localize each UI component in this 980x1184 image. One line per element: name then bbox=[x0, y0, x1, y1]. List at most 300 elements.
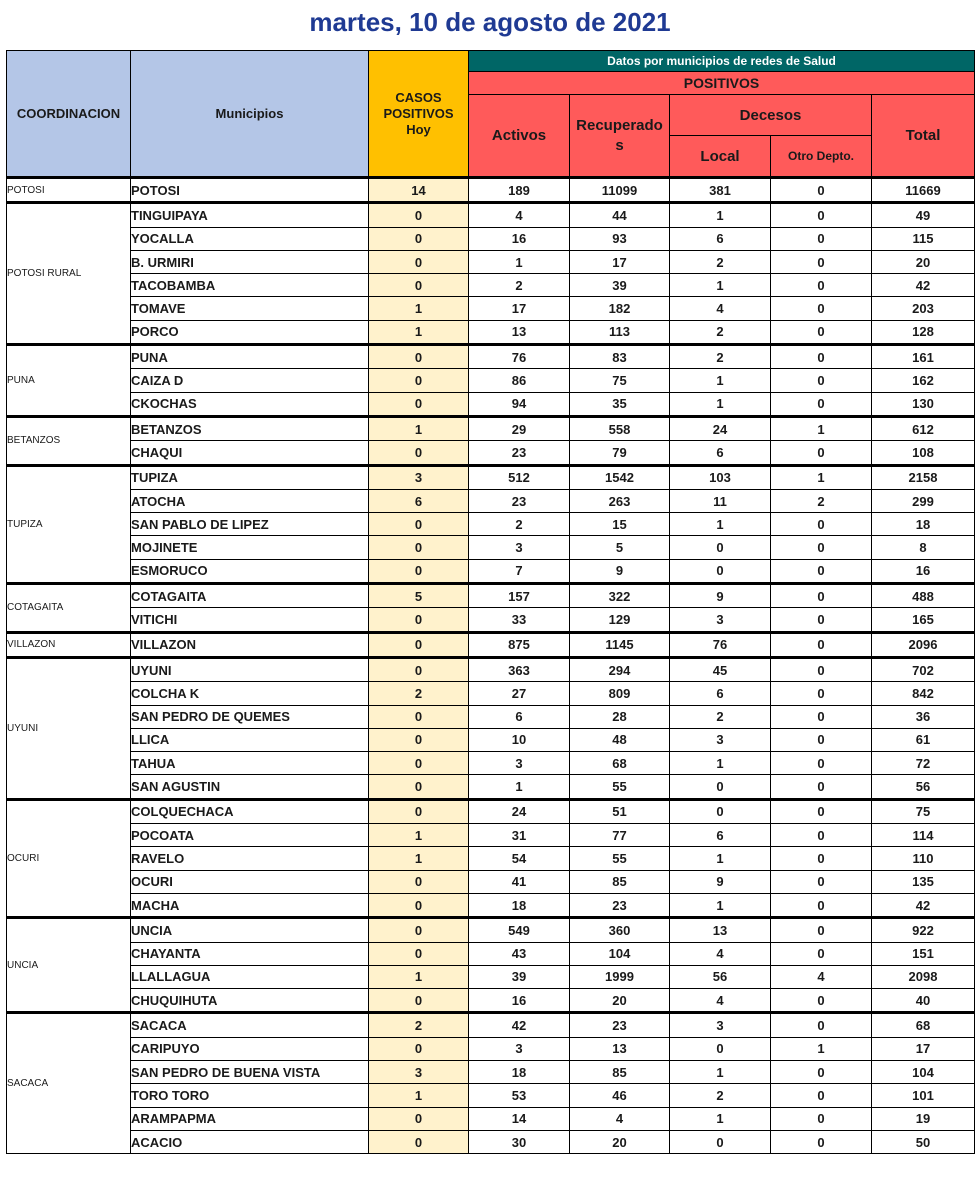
table-row bbox=[7, 320, 975, 344]
table-row bbox=[7, 893, 975, 917]
table-row bbox=[7, 989, 975, 1013]
total-cell: 11669 bbox=[872, 178, 975, 203]
municipio-cell: ARAMPAPMA bbox=[131, 1107, 369, 1130]
decesos-otro-cell: 0 bbox=[771, 227, 872, 250]
recuperados-cell: 55 bbox=[570, 847, 670, 870]
decesos-local-cell: 0 bbox=[670, 536, 771, 559]
activos-cell: 3 bbox=[469, 752, 570, 775]
decesos-otro-cell: 0 bbox=[771, 775, 872, 799]
decesos-otro-cell: 0 bbox=[771, 799, 872, 823]
activos-cell: 24 bbox=[469, 799, 570, 823]
table-row bbox=[7, 942, 975, 965]
table-row bbox=[7, 918, 975, 942]
casos-cell: 0 bbox=[369, 274, 469, 297]
decesos-local-cell: 103 bbox=[670, 465, 771, 489]
casos-cell: 0 bbox=[369, 559, 469, 583]
municipio-cell: PORCO bbox=[131, 320, 369, 344]
recuperados-header bbox=[570, 95, 670, 178]
total-cell: 72 bbox=[872, 752, 975, 775]
municipio-cell: TOMAVE bbox=[131, 297, 369, 320]
decesos-local-cell: 2 bbox=[670, 1084, 771, 1107]
activos-cell: 2 bbox=[469, 513, 570, 536]
municipal-cases-table bbox=[6, 50, 975, 1154]
casos-cell: 0 bbox=[369, 513, 469, 536]
municipio-cell: LLALLAGUA bbox=[131, 965, 369, 988]
municipio-cell: UNCIA bbox=[131, 918, 369, 942]
casos-cell: 0 bbox=[369, 345, 469, 369]
recuperados-cell: 4 bbox=[570, 1107, 670, 1130]
table-row bbox=[7, 559, 975, 583]
total-header: Total bbox=[872, 95, 975, 178]
table-row bbox=[7, 489, 975, 512]
table-row bbox=[7, 847, 975, 870]
recuperados-cell: 809 bbox=[570, 682, 670, 705]
casos-cell: 1 bbox=[369, 320, 469, 344]
recuperados-cell: 85 bbox=[570, 1060, 670, 1083]
table-row bbox=[7, 250, 975, 273]
total-cell: 842 bbox=[872, 682, 975, 705]
table-row bbox=[7, 608, 975, 632]
decesos-local-cell: 2 bbox=[670, 250, 771, 273]
decesos-otro-cell: 0 bbox=[771, 705, 872, 728]
municipio-cell: CHAQUI bbox=[131, 441, 369, 465]
recuperados-cell: 11099 bbox=[570, 178, 670, 203]
casos-positivos-hoy-header bbox=[369, 51, 469, 178]
decesos-otro-cell: 0 bbox=[771, 559, 872, 583]
activos-cell: 16 bbox=[469, 989, 570, 1013]
recuperados-cell: 83 bbox=[570, 345, 670, 369]
casos-cell: 0 bbox=[369, 1037, 469, 1060]
coordinacion-cell: BETANZOS bbox=[7, 416, 131, 465]
casos-cell: 1 bbox=[369, 1084, 469, 1107]
decesos-otro-cell: 0 bbox=[771, 728, 872, 751]
casos-cell: 0 bbox=[369, 893, 469, 917]
decesos-local-cell: 6 bbox=[670, 824, 771, 847]
activos-cell: 31 bbox=[469, 824, 570, 847]
decesos-local-cell: 0 bbox=[670, 775, 771, 799]
casos-cell: 0 bbox=[369, 392, 469, 416]
municipio-cell: OCURI bbox=[131, 870, 369, 893]
decesos-otro-cell: 0 bbox=[771, 1107, 872, 1130]
total-cell: 8 bbox=[872, 536, 975, 559]
municipio-cell: TINGUIPAYA bbox=[131, 203, 369, 227]
decesos-local-cell: 1 bbox=[670, 752, 771, 775]
municipio-cell: RAVELO bbox=[131, 847, 369, 870]
municipio-cell: ESMORUCO bbox=[131, 559, 369, 583]
activos-cell: 189 bbox=[469, 178, 570, 203]
municipio-cell: TUPIZA bbox=[131, 465, 369, 489]
recuperados-cell: 113 bbox=[570, 320, 670, 344]
decesos-local-cell: 2 bbox=[670, 345, 771, 369]
municipio-cell: VITICHI bbox=[131, 608, 369, 632]
coordinacion-header: COORDINACION bbox=[7, 51, 131, 178]
decesos-otro-cell: 2 bbox=[771, 489, 872, 512]
casos-cell: 3 bbox=[369, 1060, 469, 1083]
casos-header-line-3: Hoy bbox=[406, 121, 431, 137]
table-row bbox=[7, 513, 975, 536]
table-row bbox=[7, 536, 975, 559]
decesos-otro-cell: 0 bbox=[771, 942, 872, 965]
decesos-otro-cell: 0 bbox=[771, 682, 872, 705]
municipio-cell: MOJINETE bbox=[131, 536, 369, 559]
activos-cell: 10 bbox=[469, 728, 570, 751]
activos-cell: 41 bbox=[469, 870, 570, 893]
casos-cell: 0 bbox=[369, 657, 469, 681]
total-cell: 17 bbox=[872, 1037, 975, 1060]
casos-cell: 2 bbox=[369, 1013, 469, 1037]
total-cell: 165 bbox=[872, 608, 975, 632]
decesos-otro-cell: 1 bbox=[771, 1037, 872, 1060]
total-cell: 702 bbox=[872, 657, 975, 681]
recuperados-cell: 93 bbox=[570, 227, 670, 250]
table-row bbox=[7, 1037, 975, 1060]
recuperados-cell: 46 bbox=[570, 1084, 670, 1107]
total-cell: 56 bbox=[872, 775, 975, 799]
table-row bbox=[7, 392, 975, 416]
activos-cell: 39 bbox=[469, 965, 570, 988]
municipio-cell: CKOCHAS bbox=[131, 392, 369, 416]
municipios-header: Municipios bbox=[131, 51, 369, 178]
table-row bbox=[7, 178, 975, 203]
activos-cell: 43 bbox=[469, 942, 570, 965]
coordinacion-cell: PUNA bbox=[7, 345, 131, 417]
total-cell: 108 bbox=[872, 441, 975, 465]
recuperados-cell: 20 bbox=[570, 989, 670, 1013]
decesos-local-cell: 3 bbox=[670, 1013, 771, 1037]
total-cell: 130 bbox=[872, 392, 975, 416]
activos-cell: 4 bbox=[469, 203, 570, 227]
casos-cell: 2 bbox=[369, 682, 469, 705]
decesos-local-cell: 1 bbox=[670, 893, 771, 917]
recuperados-cell: 1542 bbox=[570, 465, 670, 489]
municipio-cell: LLICA bbox=[131, 728, 369, 751]
activos-cell: 363 bbox=[469, 657, 570, 681]
coordinacion-cell: COTAGAITA bbox=[7, 584, 131, 633]
decesos-local-cell: 3 bbox=[670, 608, 771, 632]
table-row bbox=[7, 297, 975, 320]
municipio-cell: TACOBAMBA bbox=[131, 274, 369, 297]
municipio-cell: SACACA bbox=[131, 1013, 369, 1037]
recuperados-cell: 13 bbox=[570, 1037, 670, 1060]
total-cell: 75 bbox=[872, 799, 975, 823]
table-row bbox=[7, 1013, 975, 1037]
casos-cell: 0 bbox=[369, 870, 469, 893]
municipio-cell: YOCALLA bbox=[131, 227, 369, 250]
activos-cell: 1 bbox=[469, 250, 570, 273]
casos-cell: 1 bbox=[369, 847, 469, 870]
table-row bbox=[7, 705, 975, 728]
recuperados-cell: 35 bbox=[570, 392, 670, 416]
total-cell: 2098 bbox=[872, 965, 975, 988]
recuperados-cell: 77 bbox=[570, 824, 670, 847]
table-row bbox=[7, 345, 975, 369]
table-row bbox=[7, 584, 975, 608]
activos-cell: 3 bbox=[469, 1037, 570, 1060]
casos-cell: 0 bbox=[369, 250, 469, 273]
decesos-otro-cell: 0 bbox=[771, 608, 872, 632]
recuperados-cell: 39 bbox=[570, 274, 670, 297]
recuperados-cell: 104 bbox=[570, 942, 670, 965]
recuperados-cell: 1999 bbox=[570, 965, 670, 988]
municipio-cell: COTAGAITA bbox=[131, 584, 369, 608]
decesos-local-cell: 4 bbox=[670, 942, 771, 965]
activos-cell: 18 bbox=[469, 893, 570, 917]
casos-cell: 0 bbox=[369, 1107, 469, 1130]
total-cell: 101 bbox=[872, 1084, 975, 1107]
local-header: Local bbox=[670, 136, 771, 178]
table-row bbox=[7, 682, 975, 705]
total-cell: 104 bbox=[872, 1060, 975, 1083]
table-row bbox=[7, 416, 975, 440]
municipio-cell: CHUQUIHUTA bbox=[131, 989, 369, 1013]
decesos-otro-cell: 0 bbox=[771, 632, 872, 657]
recuperados-cell: 79 bbox=[570, 441, 670, 465]
table-row bbox=[7, 870, 975, 893]
casos-cell: 0 bbox=[369, 752, 469, 775]
total-cell: 20 bbox=[872, 250, 975, 273]
total-cell: 16 bbox=[872, 559, 975, 583]
table-row bbox=[7, 1060, 975, 1083]
recuperados-cell: 182 bbox=[570, 297, 670, 320]
municipio-cell: CAIZA D bbox=[131, 369, 369, 392]
municipio-cell: B. URMIRI bbox=[131, 250, 369, 273]
decesos-local-cell: 4 bbox=[670, 297, 771, 320]
casos-cell: 6 bbox=[369, 489, 469, 512]
recuperados-cell: 55 bbox=[570, 775, 670, 799]
casos-cell: 0 bbox=[369, 989, 469, 1013]
decesos-otro-cell: 0 bbox=[771, 989, 872, 1013]
recuperados-cell: 17 bbox=[570, 250, 670, 273]
decesos-local-cell: 9 bbox=[670, 584, 771, 608]
activos-cell: 23 bbox=[469, 489, 570, 512]
coordinacion-cell: VILLAZON bbox=[7, 632, 131, 657]
municipio-cell: ACACIO bbox=[131, 1130, 369, 1153]
municipio-cell: UYUNI bbox=[131, 657, 369, 681]
activos-cell: 512 bbox=[469, 465, 570, 489]
decesos-local-cell: 1 bbox=[670, 1060, 771, 1083]
table-row bbox=[7, 227, 975, 250]
activos-cell: 42 bbox=[469, 1013, 570, 1037]
decesos-local-cell: 4 bbox=[670, 989, 771, 1013]
casos-cell: 5 bbox=[369, 584, 469, 608]
activos-cell: 30 bbox=[469, 1130, 570, 1153]
decesos-otro-cell: 0 bbox=[771, 274, 872, 297]
report-date-title: martes, 10 de agosto de 2021 bbox=[309, 7, 671, 37]
casos-cell: 0 bbox=[369, 369, 469, 392]
table-row bbox=[7, 824, 975, 847]
total-cell: 299 bbox=[872, 489, 975, 512]
decesos-otro-cell: 0 bbox=[771, 441, 872, 465]
decesos-local-cell: 1 bbox=[670, 513, 771, 536]
decesos-local-cell: 56 bbox=[670, 965, 771, 988]
decesos-local-cell: 24 bbox=[670, 416, 771, 440]
total-cell: 50 bbox=[872, 1130, 975, 1153]
table-row bbox=[7, 1130, 975, 1153]
total-cell: 114 bbox=[872, 824, 975, 847]
activos-cell: 18 bbox=[469, 1060, 570, 1083]
municipio-cell: TORO TORO bbox=[131, 1084, 369, 1107]
decesos-local-cell: 0 bbox=[670, 559, 771, 583]
activos-cell: 6 bbox=[469, 705, 570, 728]
recuperados-cell: 75 bbox=[570, 369, 670, 392]
activos-cell: 27 bbox=[469, 682, 570, 705]
activos-cell: 86 bbox=[469, 369, 570, 392]
casos-cell: 1 bbox=[369, 824, 469, 847]
casos-cell: 1 bbox=[369, 965, 469, 988]
total-cell: 135 bbox=[872, 870, 975, 893]
total-cell: 68 bbox=[872, 1013, 975, 1037]
decesos-local-cell: 13 bbox=[670, 918, 771, 942]
municipio-cell: PUNA bbox=[131, 345, 369, 369]
total-cell: 42 bbox=[872, 893, 975, 917]
decesos-otro-cell: 0 bbox=[771, 824, 872, 847]
table-row bbox=[7, 465, 975, 489]
decesos-otro-cell: 0 bbox=[771, 513, 872, 536]
municipio-cell: COLCHA K bbox=[131, 682, 369, 705]
activos-cell: 29 bbox=[469, 416, 570, 440]
casos-cell: 1 bbox=[369, 416, 469, 440]
total-cell: 612 bbox=[872, 416, 975, 440]
recuperados-cell: 5 bbox=[570, 536, 670, 559]
table-row bbox=[7, 965, 975, 988]
municipio-cell: SAN PABLO DE LIPEZ bbox=[131, 513, 369, 536]
total-cell: 61 bbox=[872, 728, 975, 751]
recuperados-cell: 263 bbox=[570, 489, 670, 512]
activos-cell: 54 bbox=[469, 847, 570, 870]
recuperados-cell: 15 bbox=[570, 513, 670, 536]
casos-cell: 0 bbox=[369, 441, 469, 465]
municipio-cell: SAN PEDRO DE BUENA VISTA bbox=[131, 1060, 369, 1083]
table-row bbox=[7, 1084, 975, 1107]
activos-cell: 2 bbox=[469, 274, 570, 297]
municipio-cell: CHAYANTA bbox=[131, 942, 369, 965]
recuperados-cell: 360 bbox=[570, 918, 670, 942]
decesos-local-cell: 0 bbox=[670, 1130, 771, 1153]
decesos-otro-cell: 0 bbox=[771, 320, 872, 344]
activos-cell: 33 bbox=[469, 608, 570, 632]
casos-cell: 14 bbox=[369, 178, 469, 203]
decesos-local-cell: 381 bbox=[670, 178, 771, 203]
municipio-cell: CARIPUYO bbox=[131, 1037, 369, 1060]
recuperados-cell: 44 bbox=[570, 203, 670, 227]
municipio-cell: MACHA bbox=[131, 893, 369, 917]
recuperados-cell: 28 bbox=[570, 705, 670, 728]
activos-cell: 23 bbox=[469, 441, 570, 465]
coordinacion-cell: POTOSI RURAL bbox=[7, 203, 131, 345]
activos-header: Activos bbox=[469, 95, 570, 178]
decesos-local-cell: 1 bbox=[670, 1107, 771, 1130]
decesos-otro-cell: 1 bbox=[771, 416, 872, 440]
activos-cell: 1 bbox=[469, 775, 570, 799]
decesos-otro-cell: 0 bbox=[771, 1084, 872, 1107]
total-cell: 128 bbox=[872, 320, 975, 344]
recuperados-cell: 51 bbox=[570, 799, 670, 823]
activos-cell: 549 bbox=[469, 918, 570, 942]
table-row bbox=[7, 752, 975, 775]
table-row bbox=[7, 369, 975, 392]
total-cell: 162 bbox=[872, 369, 975, 392]
coordinacion-cell: OCURI bbox=[7, 799, 131, 917]
casos-cell: 3 bbox=[369, 465, 469, 489]
municipio-cell: ATOCHA bbox=[131, 489, 369, 512]
municipio-cell: POTOSI bbox=[131, 178, 369, 203]
table-body bbox=[7, 178, 975, 1154]
total-cell: 488 bbox=[872, 584, 975, 608]
decesos-otro-cell: 0 bbox=[771, 893, 872, 917]
decesos-local-cell: 1 bbox=[670, 392, 771, 416]
recuperados-header-line-1: Recuperado bbox=[576, 116, 663, 134]
activos-cell: 3 bbox=[469, 536, 570, 559]
casos-cell: 1 bbox=[369, 297, 469, 320]
decesos-header: Decesos bbox=[670, 95, 872, 136]
municipio-cell: POCOATA bbox=[131, 824, 369, 847]
decesos-otro-cell: 1 bbox=[771, 465, 872, 489]
municipio-cell: BETANZOS bbox=[131, 416, 369, 440]
total-cell: 40 bbox=[872, 989, 975, 1013]
table-header bbox=[7, 51, 975, 178]
recuperados-cell: 23 bbox=[570, 1013, 670, 1037]
recuperados-cell: 20 bbox=[570, 1130, 670, 1153]
decesos-local-cell: 9 bbox=[670, 870, 771, 893]
decesos-local-cell: 1 bbox=[670, 369, 771, 392]
total-cell: 110 bbox=[872, 847, 975, 870]
decesos-local-cell: 2 bbox=[670, 320, 771, 344]
coordinacion-cell: SACACA bbox=[7, 1013, 131, 1154]
decesos-local-cell: 76 bbox=[670, 632, 771, 657]
decesos-local-cell: 45 bbox=[670, 657, 771, 681]
decesos-local-cell: 1 bbox=[670, 274, 771, 297]
total-cell: 2158 bbox=[872, 465, 975, 489]
recuperados-cell: 9 bbox=[570, 559, 670, 583]
casos-header-line-1: CASOS bbox=[395, 89, 442, 105]
decesos-local-cell: 3 bbox=[670, 728, 771, 751]
casos-cell: 0 bbox=[369, 728, 469, 751]
activos-cell: 53 bbox=[469, 1084, 570, 1107]
positivos-header: POSITIVOS bbox=[469, 72, 975, 95]
table-row bbox=[7, 203, 975, 227]
casos-cell: 0 bbox=[369, 1130, 469, 1153]
municipio-cell: SAN AGUSTIN bbox=[131, 775, 369, 799]
decesos-local-cell: 6 bbox=[670, 227, 771, 250]
table-row bbox=[7, 728, 975, 751]
casos-cell: 0 bbox=[369, 608, 469, 632]
recuperados-cell: 85 bbox=[570, 870, 670, 893]
recuperados-cell: 322 bbox=[570, 584, 670, 608]
total-cell: 18 bbox=[872, 513, 975, 536]
decesos-otro-cell: 0 bbox=[771, 178, 872, 203]
casos-header-line-2: POSITIVOS bbox=[383, 105, 454, 121]
total-cell: 115 bbox=[872, 227, 975, 250]
total-cell: 922 bbox=[872, 918, 975, 942]
table-row bbox=[7, 441, 975, 465]
casos-cell: 0 bbox=[369, 775, 469, 799]
decesos-otro-cell: 0 bbox=[771, 203, 872, 227]
casos-cell: 0 bbox=[369, 632, 469, 657]
decesos-local-cell: 0 bbox=[670, 1037, 771, 1060]
activos-cell: 17 bbox=[469, 297, 570, 320]
casos-cell: 0 bbox=[369, 203, 469, 227]
decesos-otro-cell: 0 bbox=[771, 918, 872, 942]
casos-cell: 0 bbox=[369, 705, 469, 728]
total-cell: 42 bbox=[872, 274, 975, 297]
total-cell: 203 bbox=[872, 297, 975, 320]
activos-cell: 14 bbox=[469, 1107, 570, 1130]
table-row bbox=[7, 632, 975, 657]
datos-municipios-header: Datos por municipios de redes de Salud bbox=[469, 51, 975, 72]
decesos-local-cell: 2 bbox=[670, 705, 771, 728]
decesos-local-cell: 1 bbox=[670, 847, 771, 870]
decesos-local-cell: 0 bbox=[670, 799, 771, 823]
